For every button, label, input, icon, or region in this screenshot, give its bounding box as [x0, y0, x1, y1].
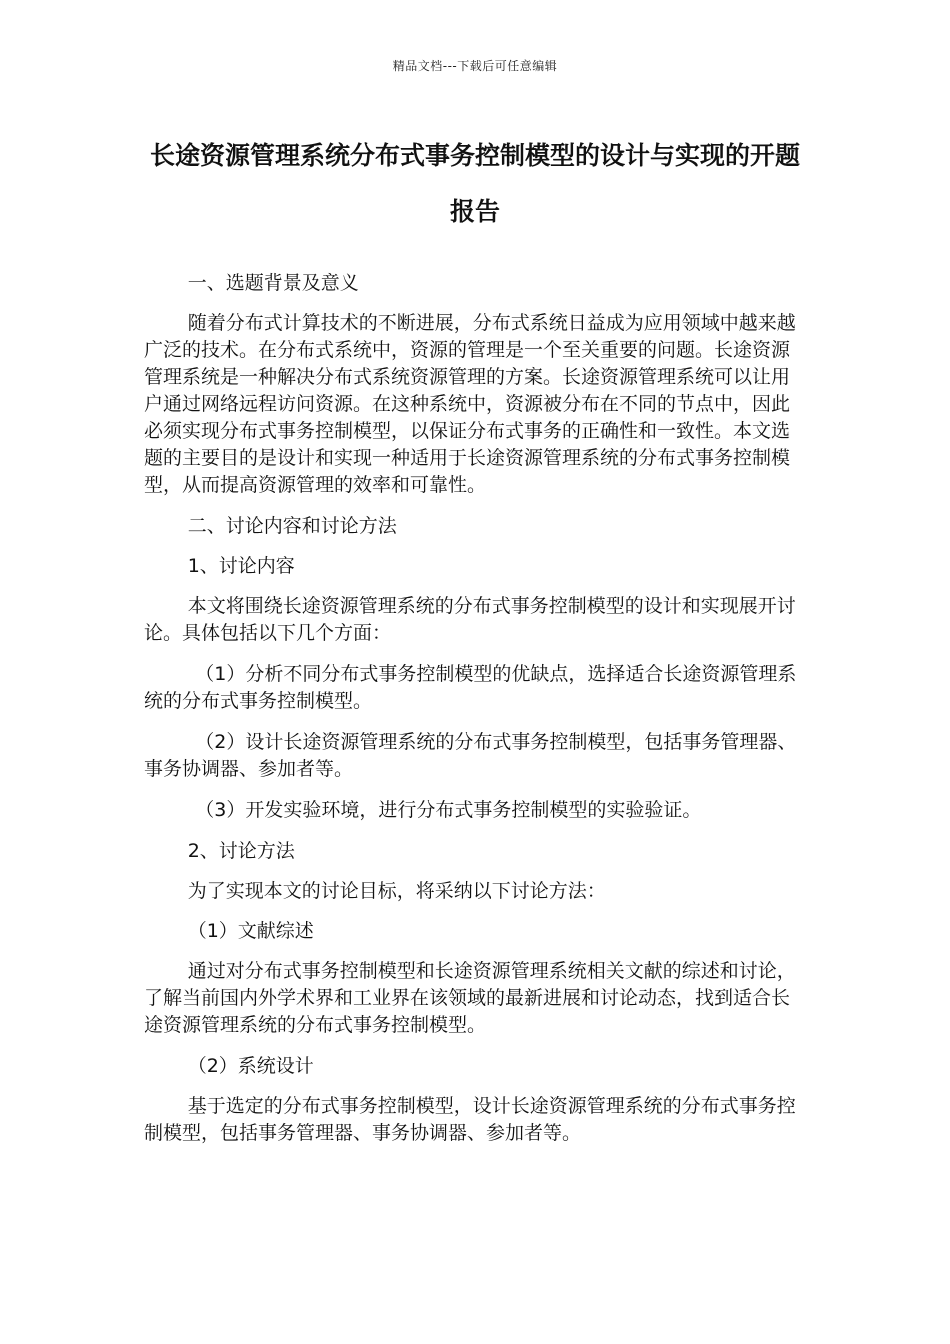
method-heading-system-design: （2）系统设计	[187, 1055, 314, 1077]
section-heading-background: 一、选题背景及意义	[187, 272, 359, 294]
subheading-content: 1、讨论内容	[187, 555, 295, 577]
section-heading-content-methods: 二、讨论内容和讨论方法	[187, 515, 397, 537]
paragraph-literature-review: 通过对分布式事务控制模型和长途资源管理系统相关文献的综述和讨论，了解当前国内外学术界和工业界在该领域的最新进展和讨论动态，找到适合长途资源管理系统的分布式事务控制模型。	[144, 960, 796, 1036]
paragraph-system-design: 基于选定的分布式事务控制模型，设计长途资源管理系统的分布式事务控制模型，包括事务管理器、事务协调器、参加者等。	[144, 1095, 796, 1144]
method-heading-literature-review: （1）文献综述	[187, 920, 314, 942]
list-item-content-3: （3）开发实验环境，进行分布式事务控制模型的实验验证。	[195, 799, 702, 821]
paragraph-background: 随着分布式计算技术的不断进展，分布式系统日益成为应用领域中越来越广泛的技术。在分布式系统中，资源的管理是一个至关重要的问题。长途资源管理系统是一种解决分布式系统资源管理的方案。长途资源管理系统可以让用户通过网络远程访问资源。在这种系统中，资源被分布在不同的节点中，因此必须实现分布式事务控制模型，以保证分布式事务的正确性和一致性。本文选题的主要目的是设计和实现一种适用于长途资源管理系统的分布式事务控制模型，从而提高资源管理的效率和可靠性。	[144, 312, 796, 496]
list-item-content-2: （2）设计长途资源管理系统的分布式事务控制模型，包括事务管理器、事务协调器、参加者等。	[144, 731, 797, 780]
subheading-methods: 2、讨论方法	[187, 840, 295, 862]
page-header-watermark: 精品文档---下载后可任意编辑	[392, 59, 558, 73]
document-title: 长途资源管理系统分布式事务控制模型的设计与实现的开题报告	[149, 141, 800, 226]
list-item-content-1: （1）分析不同分布式事务控制模型的优缺点，选择适合长途资源管理系统的分布式事务控制模型。	[144, 663, 797, 712]
paragraph-content-intro: 本文将围绕长途资源管理系统的分布式事务控制模型的设计和实现展开讨论。具体包括以下几个方面：	[144, 595, 796, 644]
document-body	[144, 270, 808, 1161]
paragraph-methods-intro: 为了实现本文的讨论目标，将采纳以下讨论方法：	[187, 880, 606, 902]
